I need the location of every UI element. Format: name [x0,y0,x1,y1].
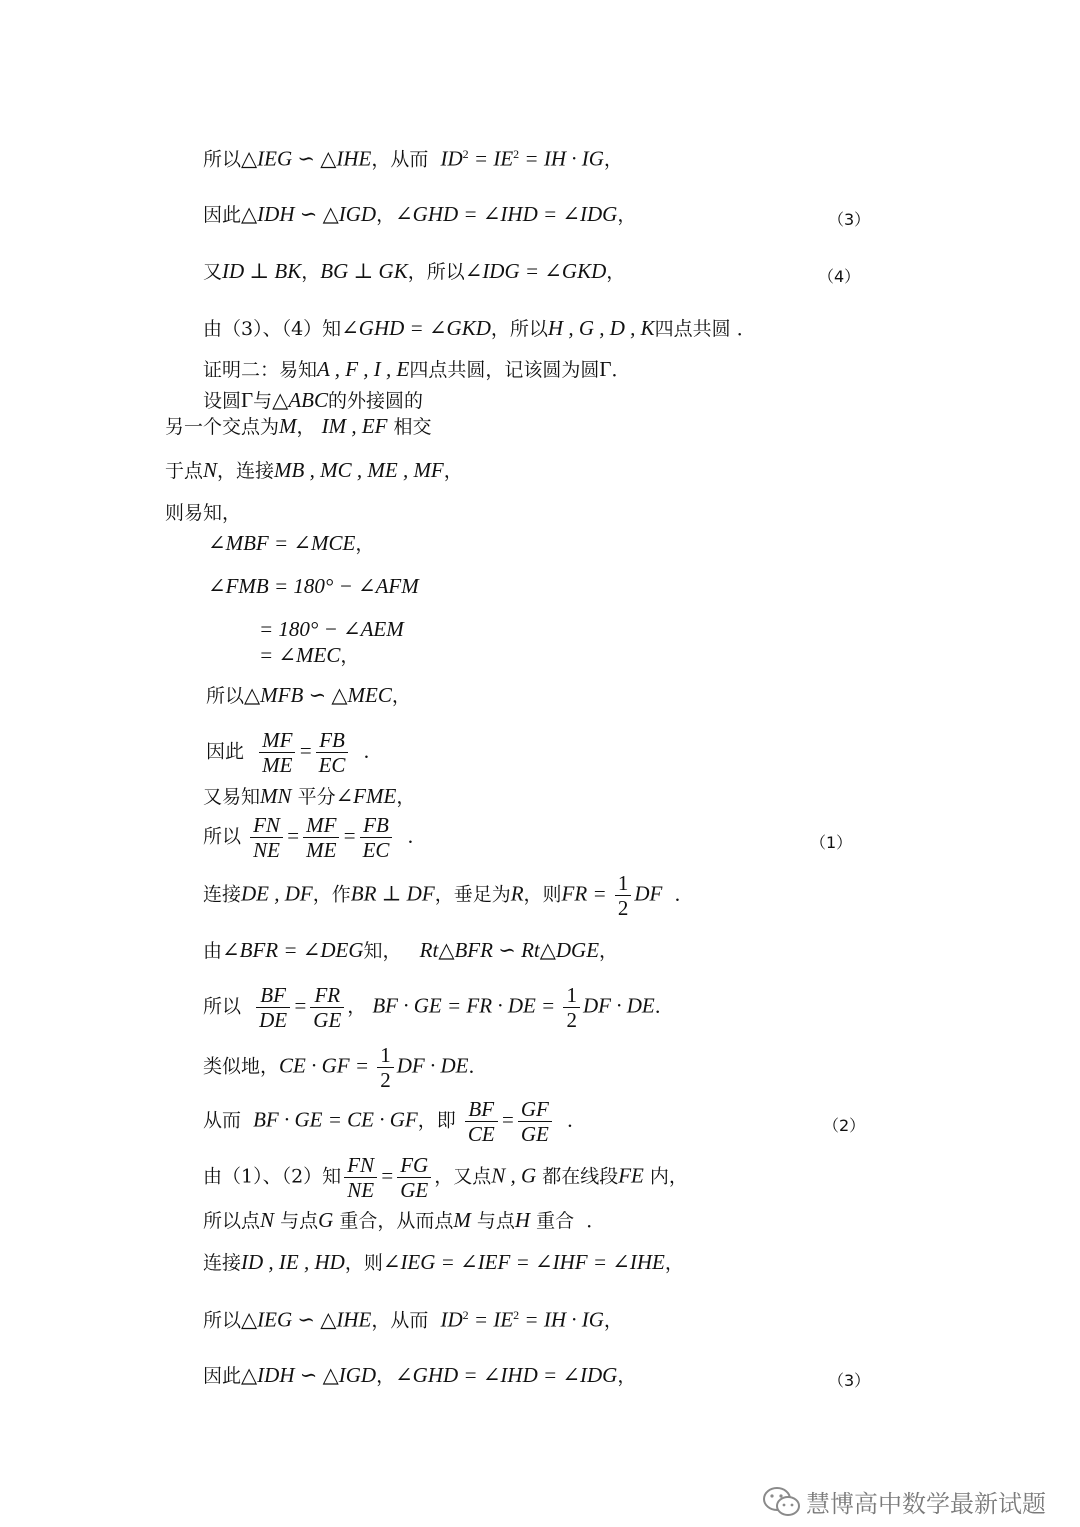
equation-number-4: （4） [818,267,861,286]
wechat-icon [762,1485,802,1519]
watermark [762,1484,1046,1519]
fraction: $\frac{FN}{NE}$ [344,1153,377,1202]
line-1: 所以△IEG ∽ △IHE，从而 $ID^2 = IE^2$ = IH · IG， [203,146,623,171]
line-6: 设圆Γ与△ABC的外接圆的 [203,388,423,412]
line-17: 又易知MN 平分∠FME， [203,784,416,808]
line-10: ∠MBF = ∠MCE， [208,531,375,555]
fraction-half: $\frac{1}{2}$ [377,1043,394,1092]
line-21: 所以 $\frac{BF}{DE}$ = $\frac{FR}{GE}$ ， BF · GE = FR · DE = $\frac{1}{2}$ DF · DE． [203,983,674,1033]
line-11: ∠FMB = 180° − ∠AFM [208,574,419,598]
watermark-text: 慧博高中数学最新试题 [806,1490,1046,1518]
fraction: $\frac{FR}{GE}$ [310,983,344,1032]
line-16: 因此 $\frac{MF}{ME}$ = $\frac{FB}{EC}$ ． [206,728,383,778]
line-9: 则易知， [165,502,242,524]
fraction: $\frac{BF}{CE}$ [465,1097,498,1146]
line-19: 连接DE , DF，作BR ⊥ DF，垂足为R，则FR = $\frac{1}{2}$ DF ． [203,871,694,921]
line-22: 类似地，CE · GF = $\frac{1}{2}$ DF · DE． [203,1043,488,1093]
line-18: 所以 $\frac{FN}{NE}$ = $\frac{MF}{ME}$ = $\frac{FB}{EC}$ ． [203,813,427,863]
equation-number-3: （3） [828,210,871,229]
fraction: $\frac{FB}{EC}$ [316,728,349,777]
fraction: $\frac{GF}{GE}$ [518,1097,552,1146]
fraction: $\frac{FG}{GE}$ [397,1153,431,1202]
equation-number-3-repeat: （3） [828,1371,871,1390]
fraction: $\frac{FB}{EC}$ [360,813,393,862]
fraction: $\frac{FN}{NE}$ [250,813,283,862]
fraction: $\frac{MF}{ME}$ [259,728,295,777]
line-20: 由∠BFR = ∠DEG知， Rt△BFR ∽ Rt△DGE， [203,938,619,962]
equation-number-2: （2） [823,1116,866,1135]
line-7: 另一个交点为M， IM , EF 相交 [165,414,432,438]
fraction: $\frac{MF}{ME}$ [303,813,339,862]
line-12: = 180° − ∠AEM [259,617,404,641]
fraction-half: $\frac{1}{2}$ [615,871,632,920]
line-26: 连接ID , IE , HD，则∠IEG = ∠IEF = ∠IHF = ∠IHE， [203,1250,684,1274]
fraction-half: $\frac{1}{2}$ [563,983,580,1032]
line-25: 所以点N 与点G 重合，从而点M 与点H 重合 ． [203,1208,606,1232]
line-4: 由（3）、（4）知∠GHD = ∠GKD，所以H , G , D , K四点共圆 ． [203,316,756,340]
line-2: 因此△IDH ∽ △IGD，∠GHD = ∠IHD = ∠IDG， [203,202,637,226]
fraction: $\frac{BF}{DE}$ [256,983,290,1032]
line-27: 所以△IEG ∽ △IHE，从而 $ID^2 = IE^2$ = IH · IG， [203,1307,623,1332]
line-13: = ∠MEC， [259,643,360,667]
line-28: 因此△IDH ∽ △IGD，∠GHD = ∠IHD = ∠IDG， [203,1363,637,1387]
line-24: 由（1）、（2）知 $\frac{FN}{NE}$ = $\frac{FG}{GE}$ ，又点N , G 都在线段FE 内， [203,1153,688,1203]
line-23: 从而 BF · GE = CE · GF，即 $\frac{BF}{CE}$ = $\frac{GF}{GE}$ ． [203,1097,586,1147]
line-8: 于点N，连接MB , MC , ME , MF， [165,458,463,482]
line-5: 证明二：易知A , F , I , E四点共圆，记该圆为圆Γ． [203,357,631,381]
equation-number-1: （1） [810,833,853,852]
line-3: 又ID ⊥ BK，BG ⊥ GK，所以∠IDG = ∠GKD， [203,259,626,283]
line-15: 所以△MFB ∽ △MEC， [206,683,411,707]
